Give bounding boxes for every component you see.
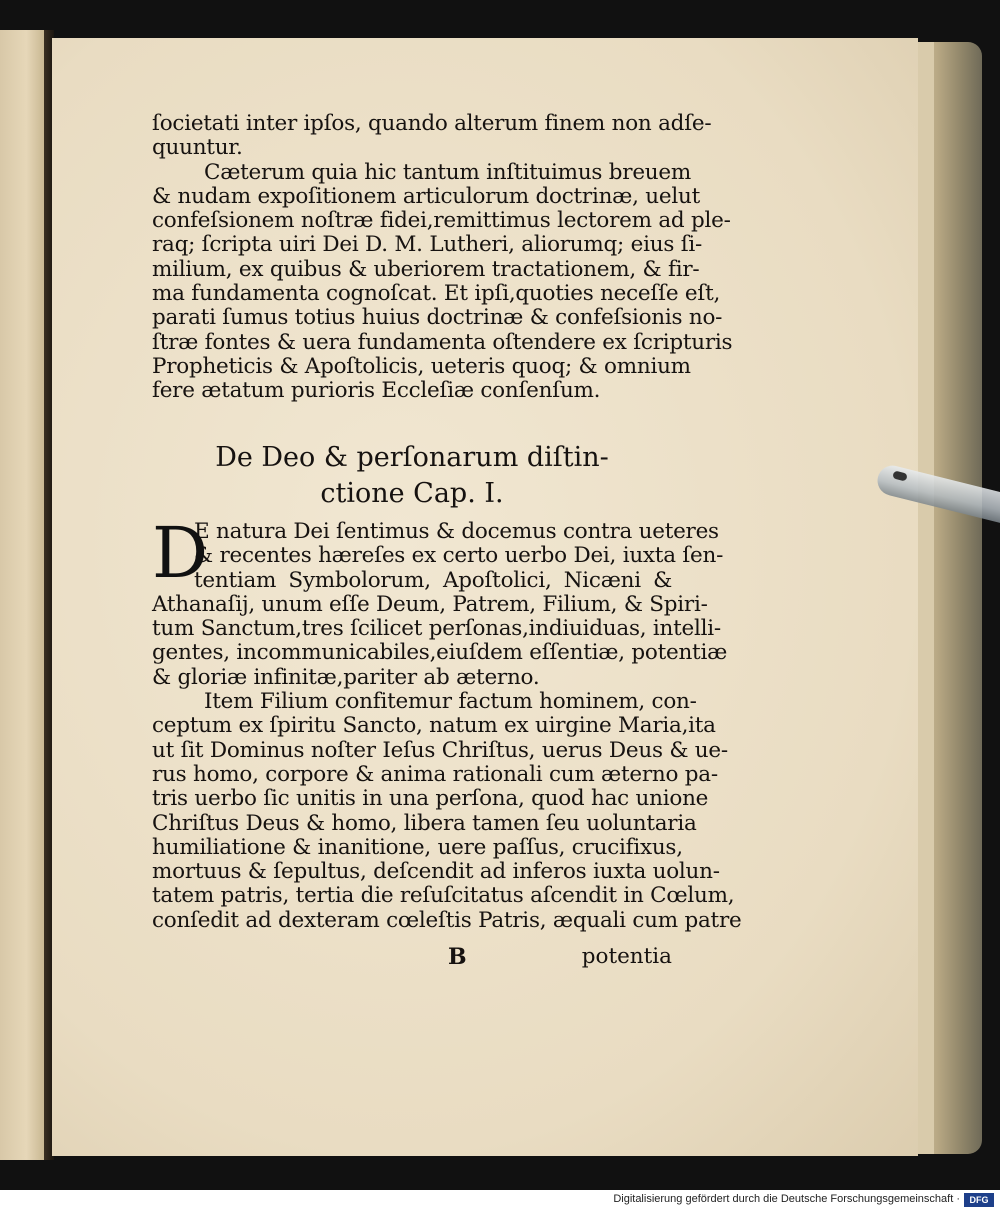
chapter-heading-line1: De Deo & perſonarum diſtin- — [215, 442, 609, 473]
signature-mark: B — [448, 944, 467, 970]
page-footer-row — [152, 944, 672, 972]
text-line: ma fundamenta cognoſcat. Et ipſi,quoties neceſſe eſt, — [152, 281, 721, 307]
chapter-heading-line2: ctione Cap. I. — [320, 478, 504, 509]
text-line: Chriſtus Deus & homo, libera tamen ſeu uoluntaria — [152, 810, 697, 836]
text-line: E natura Dei ſentimus & docemus contra ueteres — [194, 519, 719, 544]
opening-text — [152, 111, 733, 404]
text-line: raq; ſcripta uiri Dei D. M. Lutheri, aliorumq; eius ſi- — [152, 232, 703, 258]
text-line: ſocietati inter ipſos, quando alterum finem non adſe- — [152, 111, 712, 136]
text-line: Cæterum quia hic tantum inſtituimus breuem — [204, 159, 692, 185]
funding-credit: Digitalisierung gefördert durch die Deutsche Forschungsgemeinschaft · — [613, 1193, 960, 1205]
text-line: milium, ex quibus & uberiorem tractationem, & fir- — [152, 256, 700, 282]
page-edge-highlight — [918, 42, 934, 1154]
text-line: tentiam Symbolorum, Apoſtolici, Nicæni & — [194, 567, 672, 593]
text-line: & recentes hæreſes ex certo uerbo Dei, iuxta ſen- — [194, 543, 724, 569]
text-line: quuntur. — [152, 135, 243, 161]
chapter-text — [152, 512, 742, 933]
catchword: potentia — [581, 944, 672, 969]
text-line: ſtræ fontes & uera fundamenta oſtendere ex ſcripturis — [152, 329, 733, 355]
text-line: confeſsionem noſtræ fidei,remittimus lectorem ad ple- — [152, 208, 731, 234]
text-line: Propheticis & Apoſtolicis, ueteris quoq; & omnium — [152, 353, 691, 379]
text-line: & gloriæ infinitæ,pariter ab æterno. — [152, 664, 540, 690]
text-line: Item Filium confitemur factum hominem, con- — [204, 689, 697, 715]
text-line: parati ſumus totius huius doctrinæ & confeſsionis no- — [152, 305, 723, 331]
text-line: tatem patris, tertia die reſuſcitatus aſcendit in Cœlum, — [152, 883, 735, 909]
chapter-heading — [152, 440, 672, 512]
text-line: conſedit ad dexteram cœleſtis Patris, æquali cum patre — [152, 907, 742, 933]
left-page-edge — [0, 30, 44, 1160]
text-line: Athanaſij, unum eſſe Deum, Patrem, Filium, & Spiri- — [152, 591, 708, 617]
text-line: mortuus & ſepultus, deſcendit ad inferos iuxta uolun- — [152, 859, 720, 885]
text-line: tum Sanctum,tres ſcilicet perſonas,indiuiduas, intelli- — [152, 616, 721, 642]
text-line: ut ſit Dominus noſter Ieſus Chriſtus, uerus Deus & ue- — [152, 737, 728, 763]
text-line: gentes, incommunicabiles,eiuſdem eſſentiæ, potentiæ — [152, 640, 728, 666]
text-line: rus homo, corpore & anima rationali cum æterno pa- — [152, 761, 718, 787]
text-line: humiliatione & inanitione, uere paſſus, crucifixus, — [152, 834, 683, 860]
drop-capital: D — [152, 512, 209, 594]
text-line: & nudam expoſitionem articulorum doctrinæ, uelut — [152, 183, 700, 209]
digitization-footer — [0, 1190, 1000, 1210]
dfg-logo: DFG — [964, 1193, 994, 1207]
text-line: tris uerbo ſic unitis in una perſona, quod hac unione — [152, 786, 709, 812]
text-line: ceptum ex ſpiritu Sancto, natum ex uirgine Maria,ita — [152, 713, 716, 739]
text-line: fere ætatum purioris Eccleſiæ conſenſum. — [152, 378, 601, 404]
